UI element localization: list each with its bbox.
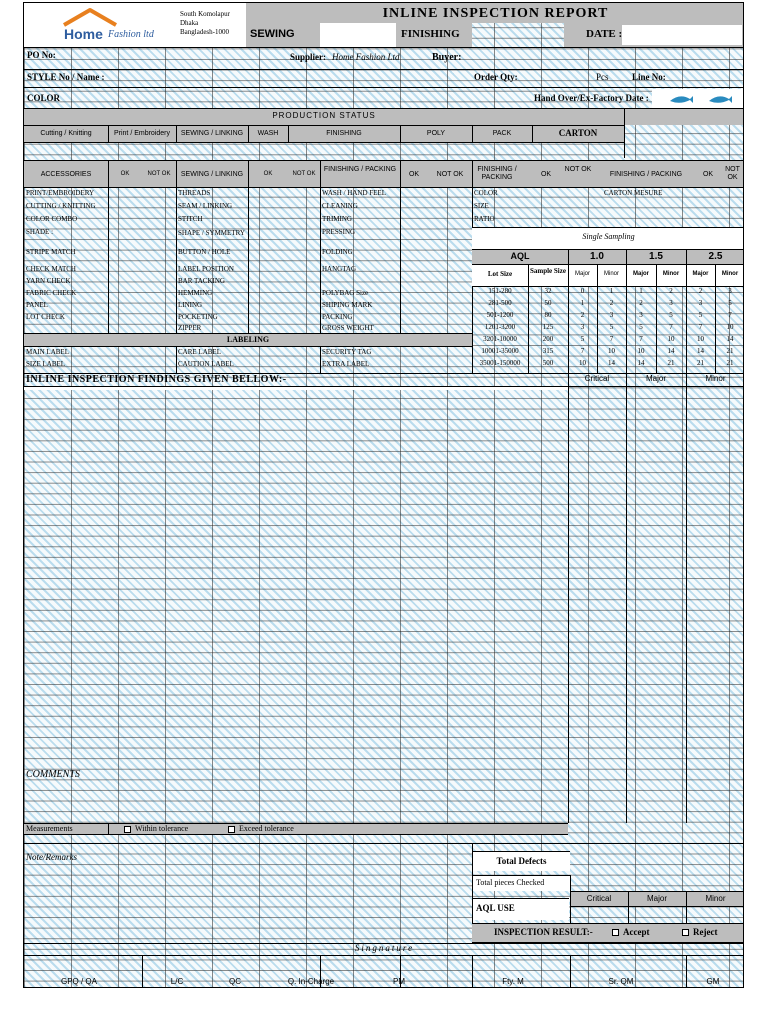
acc-item-print: PRINT/EMBROIDERY [26, 189, 95, 197]
acc-item-seam: SEAM / LINKING [178, 202, 233, 210]
aql-lot-size: Lot Size [487, 270, 513, 278]
date-input[interactable] [622, 25, 742, 45]
aql-cell-r5-c1: 315 [542, 347, 554, 355]
report-title: INLINE INSPECTION REPORT [382, 6, 609, 21]
aql-cell-r2-c3: 3 [609, 311, 614, 319]
findings-critical: Critical [584, 374, 610, 383]
sign-q-in-charge: Q. In-Charge [287, 977, 335, 986]
sign-qc: QC [229, 977, 241, 986]
aql-cell-r5-c3: 10 [608, 347, 615, 355]
aql-use-label: AQL USE [476, 903, 515, 913]
acc-item-folding: FOLDING [322, 248, 353, 256]
label-security-tag: SECURITY TAG [322, 348, 372, 356]
acc-item-carton-mesure: CARTON MESURE [604, 189, 663, 197]
aql-cell-r4-c4: 7 [639, 335, 643, 343]
acc-item-color: COLOR [474, 189, 498, 197]
acc-item-pressing: PRESSING [322, 228, 356, 236]
sign-fty-m: Fty. M [502, 977, 524, 986]
label-caution: CAUTION LABEL [178, 360, 234, 368]
aql-cell-r3-c2: 3 [580, 323, 585, 331]
acc-item-bar-tacking: BAR TACKING [178, 277, 225, 285]
aql-cell-r6-c7: 21 [726, 359, 734, 367]
aql-cell-r0-c0: 151-280 [488, 287, 512, 295]
stage-poly: POLY [426, 130, 446, 137]
label-extra: EXTRA LABEL [322, 360, 370, 368]
aql-cell-r5-c6: 14 [697, 347, 704, 355]
exceed-tolerance-checkbox[interactable] [228, 826, 235, 833]
aql-cell-r0-c7: 3 [728, 287, 732, 295]
buyer-label: Buyer: [432, 52, 462, 63]
aql-cell-r1-c6: 3 [698, 299, 703, 307]
fish-logo-icon [668, 93, 694, 105]
aql-cell-r3-c1: 125 [542, 323, 554, 331]
aql-cell-r0-c5: 2 [669, 287, 673, 295]
aql-cell-r1-c0: 281-500 [488, 299, 512, 307]
sign-gm: GM [706, 977, 720, 986]
acc-item-hangtag: HANGTAG [322, 265, 357, 273]
stage-wash: WASH [257, 130, 279, 137]
hand-over-label: Hand Over/Ex-Factory Date : [534, 93, 649, 103]
aql-cell-r3-c0: 1201-3200 [484, 323, 516, 331]
aql-cell-r4-c3: 7 [609, 335, 614, 343]
aql-level-2-5: 2.5 [708, 251, 723, 262]
aql-cell-r0-c4: 1 [639, 287, 643, 295]
aql-h-major-1: Major [574, 271, 590, 277]
acc-item-gross-weight: GROSS WEIGHT [322, 324, 374, 332]
totals-minor: Minor [705, 894, 726, 903]
accept-checkbox[interactable] [612, 929, 619, 936]
acc-header-ok3: OK [408, 171, 420, 178]
aql-level-1-5: 1.5 [649, 251, 663, 262]
logo-brand: Home [64, 26, 103, 42]
acc-item-ratio: RATIO [474, 215, 495, 223]
acc-header-accessories: ACCESSORIES [40, 171, 92, 178]
sign-lc: L/C [170, 977, 184, 986]
finishing-label: FINISHING [401, 28, 460, 40]
aql-cell-r6-c0: 35001-150000 [479, 359, 521, 367]
aql-cell-r1-c2: 1 [580, 299, 585, 307]
aql-cell-r6-c2: 10 [579, 359, 586, 367]
logo-brand-suffix: Fashion ltd [108, 29, 154, 40]
acc-item-stripe: STRIPE MATCH [26, 248, 76, 256]
acc-item-triming: TRIMING [322, 215, 352, 223]
color-label: COLOR [27, 93, 61, 103]
aql-cell-r4-c5: 10 [667, 335, 675, 343]
reject-checkbox[interactable] [682, 929, 689, 936]
house-roof-icon [62, 7, 118, 27]
aql-h-major-3: Major [692, 271, 709, 277]
totals-major: Major [646, 894, 667, 903]
acc-item-lining: LINING [178, 301, 203, 309]
aql-sampling: Single Sampling [582, 232, 635, 241]
notes-label: Note/Remarks [26, 852, 77, 862]
acc-header-ok2: OK [263, 171, 273, 177]
acc-item-wash: WASH / HAND FEEL [322, 189, 386, 197]
po-label: PO No: [27, 50, 56, 60]
aql-cell-r4-c6: 10 [697, 335, 704, 343]
aql-cell-r4-c2: 5 [580, 335, 585, 343]
acc-item-panel: PANEL [26, 301, 48, 309]
acc-item-packing: PACKING [322, 313, 353, 321]
accept-label: Accept [623, 927, 650, 937]
acc-header-finishing: FINISHING / PACKING [323, 166, 397, 173]
aql-cell-r3-c3: 5 [609, 323, 614, 331]
acc-item-button: BUTTON / HOLE [178, 248, 231, 256]
aql-h-minor-1: Minor [603, 271, 619, 277]
label-main: MAIN LABEL [26, 348, 69, 356]
result-reject[interactable] [682, 928, 717, 937]
stage-pack: PACK [492, 130, 512, 137]
aql-cell-r6-c1: 500 [542, 359, 554, 367]
sewing-label: SEWING [250, 28, 295, 40]
acc-item-shade: SHADE : [26, 228, 54, 236]
labeling-title: LABELING [226, 335, 270, 344]
aql-cell-r1-c4: 2 [639, 299, 643, 307]
stage-sewing: SEWING / LINKING [180, 130, 244, 137]
aql-cell-r1-c3: 2 [609, 299, 614, 307]
sewing-input[interactable] [320, 23, 396, 47]
signature-label: Singnature [354, 943, 415, 953]
aql-cell-r2-c1: 80 [544, 311, 552, 319]
acc-header-not-ok2: NOT OK [292, 171, 316, 177]
acc-item-shiping-mark: SHIPING MARK [322, 301, 373, 309]
measurements-label: Measurements [26, 824, 73, 833]
aql-cell-r2-c6: 5 [698, 311, 703, 319]
sign-pm: PM [393, 977, 405, 986]
acc-header-finishing-packing: FINISHING / PACKING [477, 166, 517, 182]
acc-header-finishing-packing2: FINISHING / PACKING [609, 171, 683, 178]
acc-item-zipper: ZIPPER [178, 324, 202, 332]
acc-header-ok: OK [120, 171, 130, 177]
aql-h-minor-3: Minor [721, 271, 739, 277]
supplier-label: Supplier: [290, 52, 327, 62]
logo-address-line2: Dhaka [180, 19, 199, 27]
date-label: DATE : [586, 28, 623, 40]
aql-cell-r5-c2: 7 [580, 347, 585, 355]
aql-cell-r0-c1: 32 [544, 287, 552, 295]
acc-item-color-combo: COLOR COMBO [26, 215, 78, 223]
aql-cell-r3-c4: 5 [639, 323, 643, 331]
style-label: STYLE No / Name : [27, 72, 105, 82]
acc-header-not-ok4: NOT OK [564, 166, 592, 173]
acc-item-polybag: POLYBAG Size [322, 289, 369, 297]
stage-carton: CARTON [558, 128, 598, 138]
acc-header-ok4: OK [540, 171, 552, 178]
acc-item-lot: LOT CHECK [26, 313, 65, 321]
exceed-tolerance-label: Exceed tolerance [239, 824, 294, 833]
aql-cell-r6-c4: 14 [637, 359, 645, 367]
logo-address-line1: South Komolapur [180, 10, 230, 18]
aql-cell-r6-c6: 21 [697, 359, 704, 367]
aql-cell-r1-c5: 3 [669, 299, 673, 307]
pcs-label: Pcs [596, 72, 609, 82]
findings-minor: Minor [705, 374, 726, 383]
reject-label: Reject [693, 927, 718, 937]
stage-print: Print / Embroidery [113, 130, 171, 137]
aql-cell-r4-c0: 3201-10000 [483, 335, 517, 343]
aql-cell-r3-c6: 7 [698, 323, 703, 331]
aql-cell-r5-c4: 10 [637, 347, 645, 355]
aql-cell-r5-c5: 14 [667, 347, 675, 355]
aql-cell-r3-c5: 7 [669, 323, 673, 331]
aql-cell-r1-c7: 5 [728, 299, 732, 307]
acc-item-size: SIZE [474, 202, 489, 210]
aql-sample-size: Sample Size [530, 267, 566, 275]
acc-item-label-position: LABEL POSITION [178, 265, 234, 273]
aql-cell-r2-c0: 501-1200 [486, 311, 514, 319]
aql-level-1-0: 1.0 [590, 251, 604, 262]
measurement-exceed[interactable] [228, 825, 294, 833]
acc-item-stitch: STITCH [178, 215, 203, 223]
label-size: SIZE LABEL [26, 360, 66, 368]
total-pieces-label: Total pieces Checked [476, 878, 545, 887]
aql-cell-r5-c0: 10001-35000 [481, 347, 519, 355]
inspection-result-label: INSPECTION RESULT:- [494, 927, 593, 937]
aql-cell-r5-c7: 21 [726, 347, 734, 355]
production-status-title: PRODUCTION STATUS [272, 111, 376, 120]
aql-cell-r4-c7: 14 [726, 335, 734, 343]
result-accept[interactable] [612, 928, 650, 937]
aql-cell-r6-c5: 21 [667, 359, 675, 367]
aql-cell-r2-c2: 2 [580, 311, 585, 319]
line-no-label: Line No: [632, 72, 666, 82]
label-care: CARE LABEL [178, 348, 221, 356]
within-tolerance-label: Within tolerance [135, 824, 189, 833]
aql-cell-r0-c2: 0 [580, 287, 585, 295]
logo-area [24, 3, 246, 47]
acc-header-ok5: OK [702, 171, 714, 178]
sign-sr-qm: Sr. QM [608, 977, 634, 986]
acc-item-yarn: YARN CHECK [26, 277, 71, 285]
supplier-value: Home Fashion Ltd [332, 52, 400, 62]
totals-critical: Critical [586, 894, 612, 903]
aql-cell-r2-c5: 5 [669, 311, 673, 319]
stage-finishing: FINISHING [326, 130, 362, 137]
aql-cell-r4-c1: 200 [542, 335, 554, 343]
aql-cell-r6-c3: 14 [608, 359, 615, 367]
acc-header-sewing: SEWING / LINKING [180, 171, 244, 178]
sign-gpq-qa: GPQ / QA [60, 977, 97, 986]
findings-major: Major [645, 374, 666, 383]
findings-title: INLINE INSPECTION FINDINGS GIVEN BELLOW:- [26, 374, 287, 385]
aql-cell-r0-c6: 2 [698, 287, 703, 295]
stage-cutting: Cutting / Knitting [40, 130, 92, 137]
acc-item-cleaning: CLEANING [322, 202, 358, 210]
aql-cell-r1-c1: 50 [544, 299, 552, 307]
acc-item-shape: SHAPE / SYMMETRY [178, 229, 245, 237]
aql-cell-r2-c4: 3 [639, 311, 643, 319]
order-qty-label: Order Qty: [474, 72, 518, 82]
aql-h-minor-2: Minor [662, 271, 680, 277]
aql-h-major-2: Major [632, 271, 649, 277]
aql-cell-r0-c3: 1 [609, 287, 614, 295]
inspection-report-sheet [23, 2, 744, 988]
total-defects-label: Total Defects [496, 856, 547, 866]
acc-header-not-ok5: NOT OK [725, 166, 740, 182]
acc-item-check: CHECK MATCH [26, 265, 76, 273]
logo-address-line3: Bangladesh-1000 [180, 28, 229, 36]
acc-item-cutting: CUTTING / KNITTING [26, 202, 96, 210]
comments-label: COMMENTS [26, 769, 80, 780]
aql-label: AQL [510, 251, 530, 261]
acc-item-threads: THREADS [178, 189, 211, 197]
acc-header-not-ok: NOT OK [147, 171, 171, 177]
fish-logo-icon-2 [707, 93, 733, 105]
measurement-within[interactable] [124, 825, 188, 833]
aql-cell-r3-c7: 10 [726, 323, 734, 331]
hand-over-input[interactable] [652, 89, 744, 109]
within-tolerance-checkbox[interactable] [124, 826, 131, 833]
acc-item-hemming: HEMMING [178, 289, 213, 297]
aql-cell-r2-c7: 7 [728, 311, 732, 319]
acc-item-fabric: FABRIC CHECK [26, 289, 77, 297]
acc-item-pocketing: POCKETING [178, 313, 218, 321]
acc-header-not-ok3: NOT OK [436, 171, 464, 178]
